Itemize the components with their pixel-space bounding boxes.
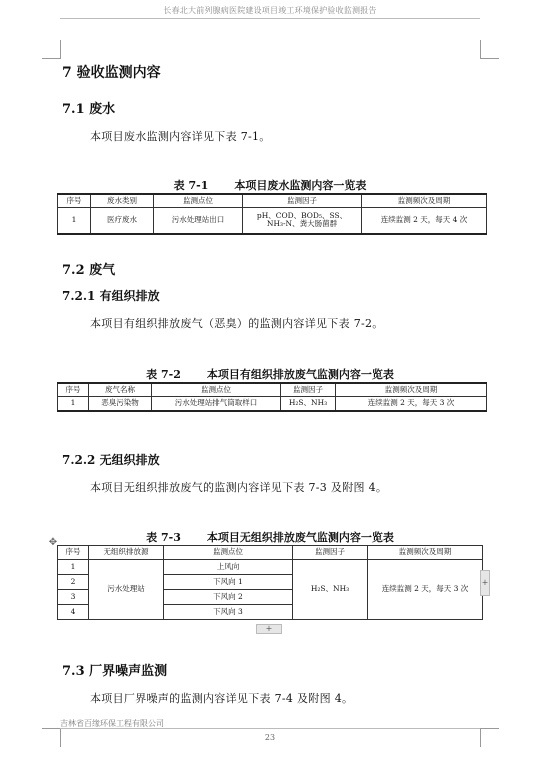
table-cell: 3 [58, 590, 89, 605]
paragraph-noise: 本项目厂界噪声的监测内容详见下表 7-4 及附图 4。 [90, 692, 354, 705]
add-column-plus-icon[interactable]: + [480, 570, 490, 596]
page-header: 长春北大前列腺病医院建设项目竣工环境保护验收监测报告 [163, 6, 377, 15]
page-number: 23 [264, 733, 276, 742]
subsection-heading-noise: 7.3 厂界噪声监测 [62, 664, 168, 679]
col-header: 监测因子 [293, 546, 368, 560]
col-header: 序号 [58, 546, 89, 560]
factor-line: NH₃-N、粪大肠菌群 [266, 219, 338, 229]
move-handle-icon[interactable]: ✥ [48, 537, 58, 548]
col-header: 监测频次及周期 [368, 546, 483, 560]
subsection-heading-exhaust: 7.2 废气 [62, 263, 116, 278]
table-cell: 污水处理站排气筒取样口 [152, 396, 281, 411]
table-cell-factor: H₂S、NH₃ [293, 560, 368, 620]
table-cell: 2 [58, 575, 89, 590]
footer-rule [60, 728, 480, 729]
subsection-heading-wastewater: 7.1 废水 [62, 102, 116, 117]
paragraph-organized: 本项目有组织排放废气（恶臭）的监测内容详见下表 7-2。 [90, 317, 384, 330]
col-header: 监测因子 [281, 383, 336, 396]
table-cell: 污水处理站出口 [154, 207, 243, 234]
caption-number: 表 7-2 [146, 368, 181, 381]
table-cell: 医疗废水 [91, 207, 154, 234]
table-cell: 1 [58, 207, 91, 234]
table-caption-7-2 [0, 366, 540, 382]
col-header: 监测点位 [152, 383, 281, 396]
subsection-heading-unorganized: 7.2.2 无组织排放 [62, 453, 160, 467]
header-rule [60, 18, 480, 19]
caption-title: 本项目废水监测内容一览表 [234, 179, 367, 192]
table-cell: 1 [58, 396, 89, 411]
col-header: 废水类别 [91, 194, 154, 207]
section-heading: 7 验收监测内容 [62, 65, 161, 81]
col-header: 废气名称 [89, 383, 152, 396]
table-caption-7-1 [0, 177, 540, 193]
table-cell: 下风向 1 [164, 575, 293, 590]
add-row-plus-icon[interactable]: + [256, 624, 282, 634]
caption-number: 表 7-1 [173, 179, 209, 192]
table-cell: 上风向 [164, 560, 293, 575]
table-cell: 连续监测 2 天，每天 3 次 [336, 396, 487, 411]
table-7-3[interactable] [57, 545, 483, 620]
table-7-2[interactable] [57, 382, 487, 412]
col-header: 序号 [58, 194, 91, 207]
table-cell: H₂S、NH₃ [281, 396, 336, 411]
table-cell: 4 [58, 605, 89, 620]
col-header: 监测频次及周期 [336, 383, 487, 396]
factor-line: pH、COD、BOD₅、SS、 [256, 211, 348, 220]
col-header: 无组织排放源 [89, 546, 164, 560]
table-cell-source: 污水处理站 [89, 560, 164, 620]
table-cell: 连续监测 2 天，每天 4 次 [362, 207, 487, 234]
caption-title: 本项目有组织排放废气监测内容一览表 [206, 368, 394, 381]
col-header: 监测点位 [154, 194, 243, 207]
crop-mark-top-left [42, 40, 61, 59]
col-header: 监测因子 [243, 194, 362, 207]
table-7-1[interactable] [57, 193, 487, 235]
col-header: 监测频次及周期 [362, 194, 487, 207]
table-caption-7-3 [0, 529, 540, 545]
table-cell: 恶臭污染物 [89, 396, 152, 411]
table-cell: 1 [58, 560, 89, 575]
caption-number: 表 7-3 [146, 531, 181, 544]
paragraph-unorganized: 本项目无组织排放废气的监测内容详见下表 7-3 及附图 4。 [90, 481, 388, 494]
paragraph-wastewater: 本项目废水监测内容详见下表 7-1。 [90, 130, 271, 143]
col-header: 序号 [58, 383, 89, 396]
crop-mark-top-right [480, 40, 499, 59]
table-cell [243, 207, 362, 234]
table-cell-frequency: 连续监测 2 天，每天 3 次 [368, 560, 483, 620]
table-cell: 下风向 3 [164, 605, 293, 620]
caption-title: 本项目无组织排放废气监测内容一览表 [206, 531, 394, 544]
col-header: 监测点位 [164, 546, 293, 560]
footer-company: 吉林省百缘环保工程有限公司 [60, 719, 164, 728]
subsection-heading-organized: 7.2.1 有组织排放 [62, 289, 160, 303]
table-cell: 下风向 2 [164, 590, 293, 605]
